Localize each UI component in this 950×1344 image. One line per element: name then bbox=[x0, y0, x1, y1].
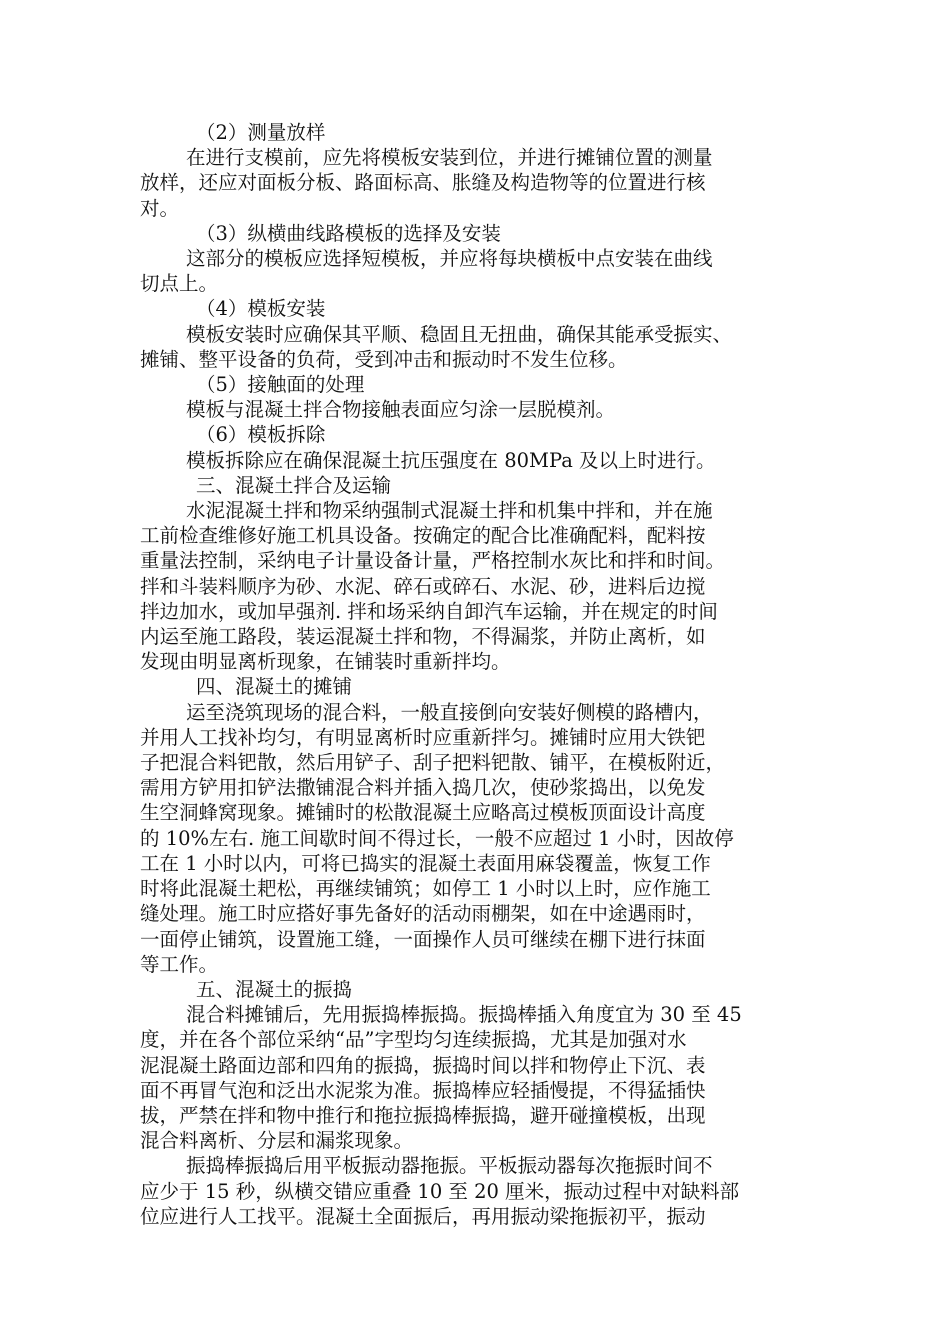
text-line: 在进行支模前，应先将模板安装到位，并进行摊铺位置的测量 bbox=[186, 146, 713, 170]
text-line: 模板拆除应在确保混凝土抗压强度在 80MPa 及以上时进行。 bbox=[186, 448, 716, 472]
text-line: 模板与混凝土拌合物接触表面应匀涂一层脱模剂。 bbox=[186, 398, 616, 422]
text-line: 缝处理。施工时应搭好事先备好的活动雨棚架，如在中途遇雨时， bbox=[140, 902, 706, 926]
text-line: 内运至施工路段，装运混凝土拌和物，不得漏浆，并防止离析，如 bbox=[140, 625, 706, 649]
text-line: 子把混合料钯散，然后用铲子、刮子把料钯散、铺平，在模板附近， bbox=[140, 751, 726, 775]
text-line: 位应进行人工找平。混凝土全面振后，再用振动梁拖振初平，振动 bbox=[140, 1204, 706, 1228]
section-heading bbox=[140, 221, 808, 246]
text-line: （4）模板安装 bbox=[196, 297, 326, 321]
text-line: 摊铺、整平设备的负荷，受到冲击和振动时不发生位移。 bbox=[140, 347, 628, 371]
paragraph bbox=[140, 1002, 808, 1153]
text-line: 重量法控制，采纳电子计量设备计量，严格控制水灰比和拌和时间。 bbox=[140, 549, 726, 573]
text-line: 一面停止铺筑，设置施工缝，一面操作人员可继续在棚下进行抹面 bbox=[140, 927, 706, 951]
text-line: 时将此混凝土耙松，再继续铺筑；如停工 1 小时以上时，应作施工 bbox=[140, 877, 711, 901]
text-line: 这部分的模板应选择短模板，并应将每块横板中点安装在曲线 bbox=[186, 247, 713, 271]
text-line: （6）模板拆除 bbox=[196, 423, 326, 447]
text-line: 放样，还应对面板分板、路面标高、胀缝及构造物等的位置进行核 bbox=[140, 171, 706, 195]
document-page bbox=[140, 120, 808, 1229]
section-heading bbox=[140, 296, 808, 321]
text-line: 运至浇筑现场的混合料，一般直接倒向安装好侧模的路槽内， bbox=[186, 700, 713, 724]
text-line: 泥混凝土路面边部和四角的振捣，振捣时间以拌和物停止下沉、表 bbox=[140, 1053, 706, 1077]
paragraph bbox=[140, 700, 808, 977]
text-line: 的 10%左右. 施工间歇时间不得过长，一般不应超过 1 小时，因故停 bbox=[140, 826, 734, 850]
section-heading bbox=[140, 372, 808, 397]
text-line: 水泥混凝土拌和物采纳强制式混凝土拌和机集中拌和，并在施 bbox=[186, 499, 713, 523]
text-line: 拌和斗装料顺序为砂、水泥、碎石或碎石、水泥、砂，进料后边搅 bbox=[140, 574, 706, 598]
text-line: 应少于 15 秒，纵横交错应重叠 10 至 20 厘米，振动过程中对缺料部 bbox=[140, 1179, 740, 1203]
text-line: （3）纵横曲线路模板的选择及安装 bbox=[196, 221, 501, 245]
text-line: 工前检查维修好施工机具设备。按确定的配合比准确配料，配料按 bbox=[140, 524, 706, 548]
section-heading bbox=[140, 422, 808, 447]
text-line: 工在 1 小时以内，可将已捣实的混凝土表面用麻袋覆盖，恢复工作 bbox=[140, 851, 711, 875]
text-line: 拔，严禁在拌和物中推行和拖拉振捣棒振捣，避开碰撞模板，出现 bbox=[140, 1103, 706, 1127]
paragraph bbox=[140, 246, 808, 296]
section-heading bbox=[140, 977, 808, 1002]
paragraph bbox=[140, 322, 808, 372]
paragraph bbox=[140, 397, 808, 422]
text-line: 混合料离析、分层和漏浆现象。 bbox=[140, 1129, 414, 1153]
text-line: 模板安装时应确保其平顺、稳固且无扭曲，确保其能承受振实、 bbox=[186, 322, 733, 346]
text-line: 四、混凝土的摊铺 bbox=[196, 675, 353, 699]
section-heading bbox=[140, 473, 808, 498]
text-line: 并用人工找补均匀，有明显离析时应重新拌匀。摊铺时应用大铁钯 bbox=[140, 725, 706, 749]
text-line: 振捣棒振捣后用平板振动器拖振。平板振动器每次拖振时间不 bbox=[186, 1154, 713, 1178]
text-line: 混合料摊铺后，先用振捣棒振捣。振捣棒插入角度宜为 30 至 45 bbox=[186, 1003, 742, 1027]
text-line: （2）测量放样 bbox=[196, 121, 326, 144]
section-heading bbox=[140, 674, 808, 699]
text-line: 度，并在各个部位采纳“品”字型均匀连续振捣，尤其是加强对水 bbox=[140, 1028, 687, 1052]
text-line: 发现由明显离析现象，在铺装时重新拌均。 bbox=[140, 650, 511, 674]
text-line: 需用方铲用扣铲法撒铺混合料并插入捣几次，使砂浆捣出，以免发 bbox=[140, 776, 706, 800]
text-line: 拌边加水，或加早强剂. 拌和场采纳自卸汽车运输，并在规定的时间 bbox=[140, 599, 718, 623]
paragraph bbox=[140, 498, 808, 674]
text-line: 等工作。 bbox=[140, 952, 219, 976]
paragraph bbox=[140, 1153, 808, 1229]
paragraph bbox=[140, 145, 808, 221]
text-line: 面不再冒气泡和泛出水泥浆为准。振捣棒应轻插慢提，不得猛插快 bbox=[140, 1078, 706, 1102]
text-line: 五、混凝土的振捣 bbox=[196, 977, 353, 1001]
text-line: 对。 bbox=[140, 196, 180, 220]
section-heading bbox=[140, 120, 808, 145]
text-line: 生空洞蜂窝现象。摊铺时的松散混凝土应略高过模板顶面设计高度 bbox=[140, 801, 706, 825]
text-line: （5）接触面的处理 bbox=[196, 373, 365, 397]
paragraph bbox=[140, 448, 808, 473]
text-line: 三、混凝土拌合及运输 bbox=[196, 473, 392, 497]
text-line: 切点上。 bbox=[140, 272, 219, 296]
